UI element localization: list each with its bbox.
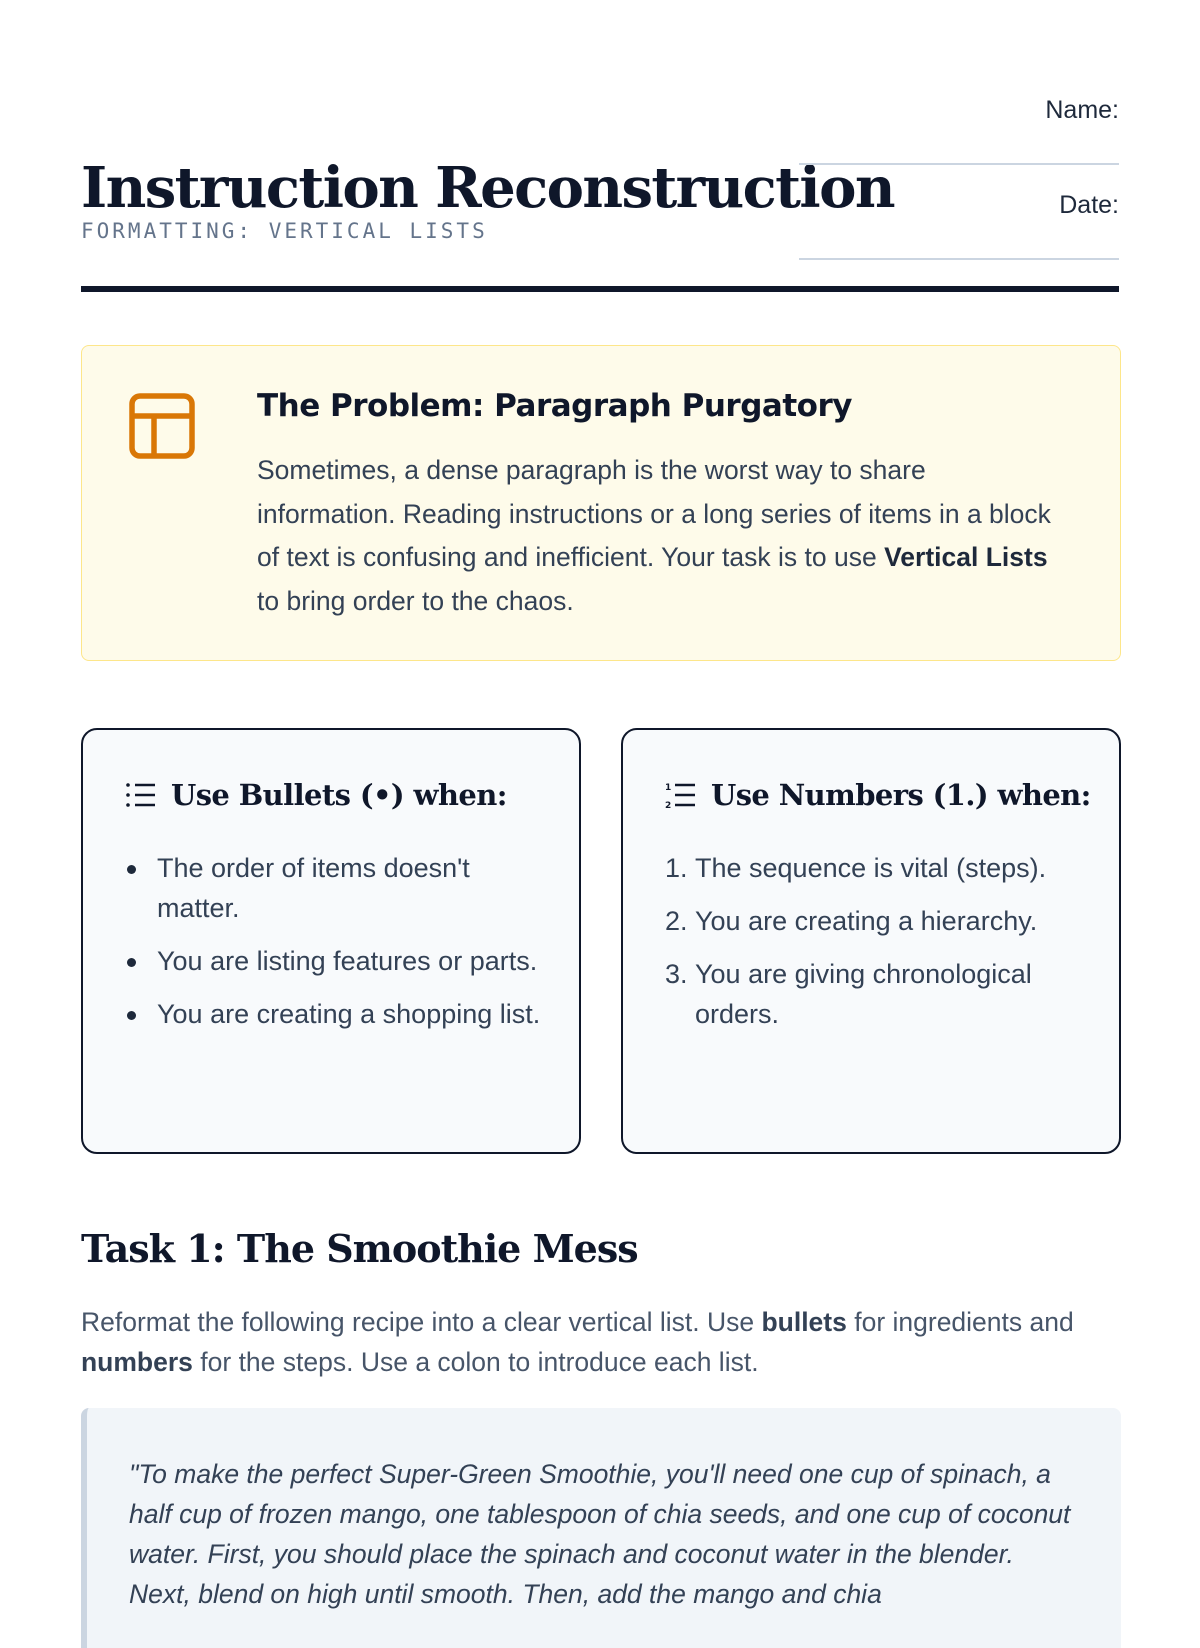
list-ordered-icon: [665, 781, 697, 809]
bullets-list: [125, 848, 545, 1047]
list-item: [665, 954, 1085, 1034]
date-field[interactable]: [799, 165, 1119, 260]
list-item: [665, 848, 1085, 888]
numbers-list: [665, 848, 1085, 1047]
problem-body-emphasis: Vertical Lists: [884, 542, 1048, 572]
problem-callout: [81, 345, 1121, 661]
list-item-text: You are giving chronological orders.: [695, 959, 1032, 1029]
problem-heading: The Problem: Paragraph Purgatory: [257, 388, 852, 424]
task-desc-bold-numbers: numbers: [81, 1347, 193, 1377]
layout-icon: [128, 392, 196, 460]
task-desc-text: Reformat the following recipe into a clear vertical list. Use: [81, 1307, 762, 1337]
list-number: 3.: [665, 959, 688, 989]
numbers-card-title: [665, 778, 1091, 812]
bullets-card-heading: Use Bullets (•) when:: [171, 778, 507, 812]
list-item-text: The sequence is vital (steps).: [695, 853, 1047, 883]
svg-text:1: 1: [665, 783, 671, 793]
title-block: [81, 155, 894, 243]
task-desc-text-3: for the steps. Use a colon to introduce each list.: [192, 1347, 759, 1377]
list-item: You are listing features or parts.: [125, 941, 545, 981]
worksheet-header: [81, 0, 1119, 292]
task-title: Task 1: The Smoothie Mess: [81, 1226, 638, 1271]
page-title: Instruction Reconstruction: [81, 155, 894, 221]
name-field[interactable]: [799, 70, 1119, 165]
problem-body-text-end: to bring order to the chaos.: [257, 585, 574, 616]
bullets-card-title: [125, 778, 507, 812]
svg-text:2: 2: [665, 801, 671, 809]
list-item-text: You are creating a hierarchy.: [695, 906, 1038, 936]
list-item: You are creating a shopping list.: [125, 994, 545, 1034]
numbers-card: [621, 728, 1121, 1154]
problem-body: [257, 449, 1057, 623]
task-desc-bold-bullets: bullets: [761, 1307, 847, 1337]
bullets-card: [81, 728, 581, 1154]
task-instructions: [81, 1302, 1121, 1382]
list-number: 2.: [665, 906, 688, 936]
recipe-quote: "To make the perfect Super-Green Smoothie, you'll need one cup of spinach, a half cup of frozen mango, one tablespoon of chia seeds, and one cup of coconut water. First, you should place the spinach and coconut water in the blender. Next, blend on high until smooth. Then, add the mango and chia: [81, 1408, 1121, 1648]
student-fields: [799, 70, 1119, 260]
name-label: Name:: [1045, 96, 1119, 124]
list-item: [665, 901, 1085, 941]
task-desc-text-2: for ingredients and: [846, 1307, 1074, 1337]
date-label: Date:: [1059, 191, 1119, 219]
list-number: 1.: [665, 853, 688, 883]
list-item: The order of items doesn't matter.: [125, 848, 545, 928]
page-subtitle: FORMATTING: VERTICAL LISTS: [81, 218, 488, 243]
problem-body-text: Sometimes, a dense paragraph is the worst way to share information. Reading instructions or a long series of items in a block of text is confusing and inefficient. Your task is to use: [257, 455, 1051, 572]
list-icon: [125, 781, 157, 809]
numbers-card-heading: Use Numbers (1.) when:: [711, 778, 1091, 812]
